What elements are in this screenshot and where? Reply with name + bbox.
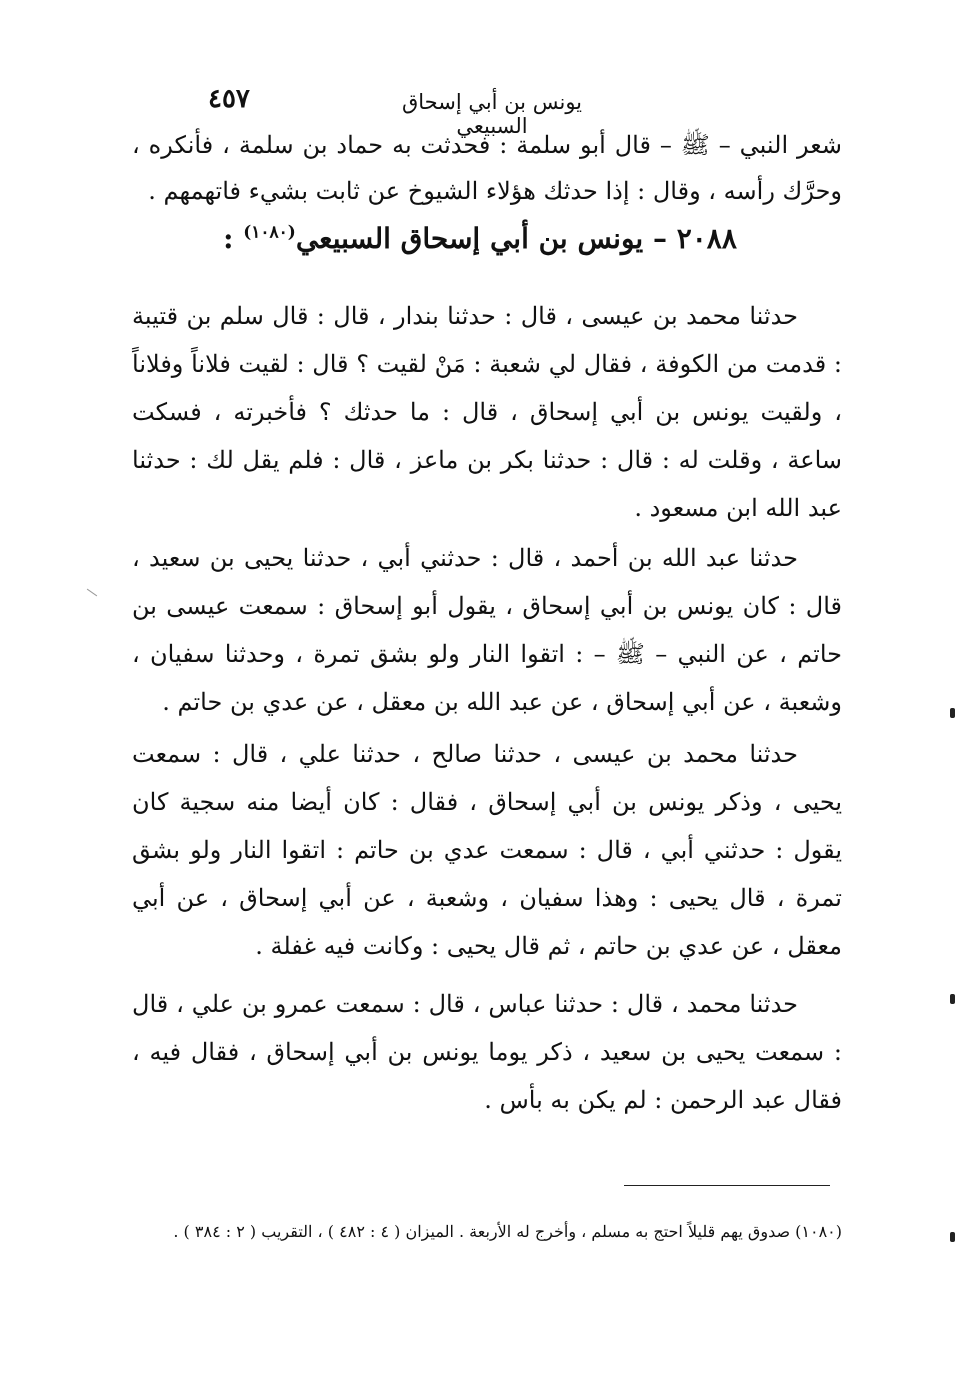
scan-ink-mark xyxy=(950,708,955,718)
running-head-title: يونس بن أبي إسحاق السبيعي xyxy=(401,90,583,138)
scan-ink-mark xyxy=(950,994,955,1004)
entry-colon: : xyxy=(223,222,234,255)
page-number: ٤٥٧ xyxy=(208,84,250,114)
body-paragraph: حدثنا عبد الله بن أحمد ، قال : حدثني أبي ، حدثنا يحيى بن سعيد ، قال : كان يونس بن أبي إسحاق ، يقول أبو إسحاق : سمعت عيسى بن حاتم ، عن النبي – ﷺ – : اتقوا النار ولو بشق تمرة ، وحدثنا سفيان ، وشعبة ، عن أبي إسحاق ، عن عبد الله بن معقل ، عن عدي بن حاتم . xyxy=(132,544,842,716)
entry-heading xyxy=(180,222,780,255)
body-paragraph: حدثنا محمد بن عيسى ، حدثنا صالح ، حدثنا علي ، قال : سمعت يحيى ، وذكر يونس بن أبي إسحاق ، فقال : كان أيضا منه سجية كان يقول : حدثني أبي ، قال : سمعت عدي بن حاتم : اتقوا النار ولو بشق تمرة ، قال يحيى : وهذا سفيان ، وشعبة ، عن أبي إسحاق ، عن أبي معقل ، عن عدي بن حاتم ، ثم قال يحيى : وكانت فيه غفلة . xyxy=(132,740,843,960)
body-paragraph: حدثنا محمد بن عيسى ، قال : حدثنا بندار ، قال : قال سلم بن قتيبة : قدمت من الكوفة ، فقال لي شعبة : مَنْ لقيت ؟ قال : لقيت فلاناً وفلاناً ، ولقيت يونس بن أبي إسحاق ، قال : ما حدثك ؟ فأخبرته ، فسكت ساعة ، وقلت له : قال : حدثنا بكر بن ماعز ، قال : فلم يقل لك : حدثنا عبد الله ابن مسعود . xyxy=(132,302,842,522)
body-paragraph: حدثنا محمد ، قال : حدثنا عباس ، قال : سمعت عمرو بن علي ، قال : سمعت يحيى بن سعيد ، ذكر يوما يونس بن أبي إسحاق ، فقال فيه ، فقال عبد الرحمن : لم يكن به بأس . xyxy=(132,990,843,1114)
entry-name: يونس بن أبي إسحاق السبيعي xyxy=(295,222,644,255)
carryover-paragraph: شعر النبي – ﷺ – قال أبو سلمة : فحدثت به حماد بن سلمة ، فأنكره ، وحرَّك رأسه ، وقال : إذا حدثك هؤلاء الشيوخ عن ثابت بشيء فاتهمهم . xyxy=(132,131,842,205)
running-head xyxy=(0,84,957,138)
scan-margin-mark xyxy=(87,589,97,597)
entry-dash: – xyxy=(652,222,667,255)
scan-ink-mark xyxy=(950,1232,955,1242)
entry-number: ٢٠٨٨ xyxy=(676,222,737,255)
footnote-reference: (١٠٨٠) xyxy=(243,222,296,243)
footnote-divider xyxy=(624,1185,830,1186)
footnote: (١٠٨٠) صدوق يهم قليلاً احتج به مسلم ، وأخرج له الأربعة . الميزان ( ٤ : ٤٨٢ ) ، التقريب ( ٢ : ٣٨٤ ) . xyxy=(173,1222,842,1241)
